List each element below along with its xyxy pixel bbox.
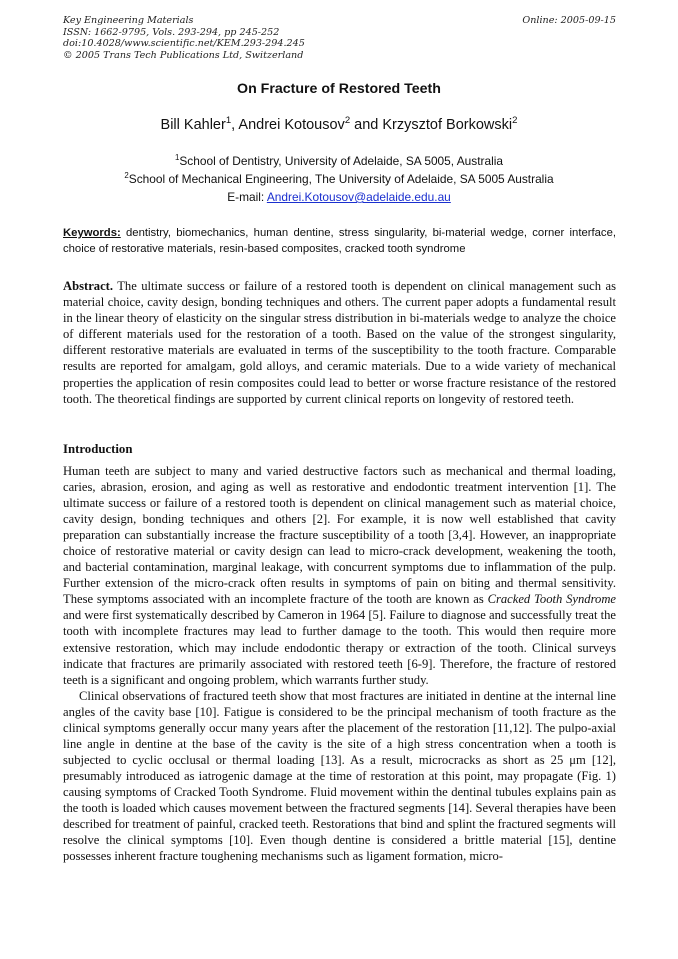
doi-line: doi:10.4028/www.scientific.net/KEM.293-294.245 [63, 38, 305, 50]
issn-line: ISSN: 1662-9795, Vols. 293-294, pp 245-252 [63, 26, 280, 38]
author-separator: , [231, 117, 239, 133]
paragraph-text: and were first systematically described by Cameron in 1964 [5]. Failure to diagnose and successfully treat the tooth with incomplete fractures may lead to further damage to the tooth. This would then require more extensive restoration, which may include endodontic therapy or extraction of the tooth. Clinical surveys indicate that fractures are primarily associated with restored teeth [6-9]. Therefore, the fracture of restored teeth is a significant and ongoing problem, which warrants further study. [63, 608, 616, 687]
emphasis-term: Cracked Tooth Syndrome [487, 592, 616, 607]
affiliations [0, 152, 678, 206]
abstract-label: Abstract. [63, 279, 114, 293]
paper-title: On Fracture of Restored Teeth [237, 81, 441, 97]
copyright-line: © 2005 Trans Tech Publications Ltd, Switzerland [63, 49, 304, 61]
affiliation-text: School of Mechanical Engineering, The University of Adelaide, SA 5005 Australia [128, 172, 554, 186]
abstract-block [63, 278, 616, 407]
journal-header [63, 15, 616, 61]
keywords-text: dentistry, biomechanics, human dentine, stress singularity, bi-material wedge, corner interface, choice of restorative materials, resin-based composites, cracked tooth syndrome [63, 227, 616, 255]
paragraph [63, 463, 616, 688]
keywords-block [63, 226, 616, 257]
keywords-label: Keywords: [63, 227, 121, 239]
introduction-body [63, 463, 616, 864]
email-label: E-mail: [227, 190, 267, 204]
affiliation-text: School of Dentistry, University of Adelaide, SA 5005, Australia [179, 154, 503, 168]
section-heading: Introduction [63, 442, 133, 456]
paragraph: Clinical observations of fractured teeth show that most fractures are initiated in dentine at the internal line angles of the cavity base [10]. Fatigue is considered to be the principal mechanism of tooth fracture as the clinical symptoms generally occur many years after the placement of the restoration [11,12]. The pulpo-axial line angle in dentine at the base of the cavity is the site of a high stress concentration when a tooth is subjected to cyclic occlusal or thermal loading [13]. As a result, microcracks as short as 25 μm [12], presumably introduced as iatrogenic damage at the time of restoration at this point, may propagate (Fig. 1) causing symptoms of Cracked Tooth Syndrome. Fluid movement within the dentinal tubules explains pain as the tooth is loaded which causes movement between the fractured segments [14]. Several therapies have been described for treatment of painful, cracked teeth. Restorations that bind and splint the fractured segments will resolve the clinical symptoms [10]. Even though dentine is considered a brittle material [15], dentine possesses inherent fracture toughening mechanisms such as ligament formation, micro- [63, 688, 616, 864]
online-date: Online: 2005-09-15 [522, 15, 616, 26]
email-link[interactable]: Andrei.Kotousov@adelaide.edu.au [266, 190, 451, 204]
author-list [0, 117, 678, 133]
affiliation-marker: 1 [225, 115, 232, 127]
affiliation-1 [0, 152, 678, 170]
author-name: Bill Kahler [160, 117, 226, 133]
affiliation-marker: 2 [512, 115, 518, 127]
email-line [0, 188, 678, 206]
affiliation-marker: 2 [344, 115, 351, 127]
affiliation-marker: 1 [174, 153, 180, 163]
affiliation-marker: 2 [124, 171, 129, 181]
paragraph-text: Human teeth are subject to many and varied destructive factors such as mechanical and thermal loading, caries, abrasion, erosion, and aging as well as restorative and endodontic treatment intervention [1]. The ultimate success or failure of a restored tooth is dependent on clinical management such as material choice, cavity design, bonding techniques and others [2]. For example, it is now well established that cavity preparation can substantially increase the fracture susceptibility of a tooth [3,4]. However, an inappropriate choice of restorative material or cavity design can lead to micro-crack development, weakening the tooth, and bacterial contamination, marginal leakage, with concurrent symptoms due to inflammation of the pulp. Further extension of the micro-crack often results in symptoms of pain on biting and thermal sensitivity. These symptoms associated with an incomplete fracture of the tooth are known as [63, 464, 616, 607]
abstract-text: The ultimate success or failure of a restored tooth is dependent on clinical management such as material choice, cavity design, bonding techniques and others. The current paper adopts a fundamental result in the linear theory of elasticity on the singular stress distribution in bi-materials wedge to analyze the choice of different materials used for the restoration of a tooth. Based on the value of the strongest singularity, different restorative materials are evaluated in terms of the susceptibility to the tooth fracture. Comparable results are reported for amalgam, gold alloys, and ceramic materials. Due to a wide variety of mechanical properties the application of resin composites could lead to better or worse fracture resistance of the restored tooth. The theoretical findings are supported by current clinical reports on longevity of restored teeth. [63, 279, 616, 406]
affiliation-2 [0, 170, 678, 188]
journal-name: Key Engineering Materials [63, 15, 194, 26]
author-name: Krzysztof Borkowski [382, 117, 513, 133]
author-separator: and [350, 117, 383, 133]
author-name: Andrei Kotousov [238, 117, 345, 133]
